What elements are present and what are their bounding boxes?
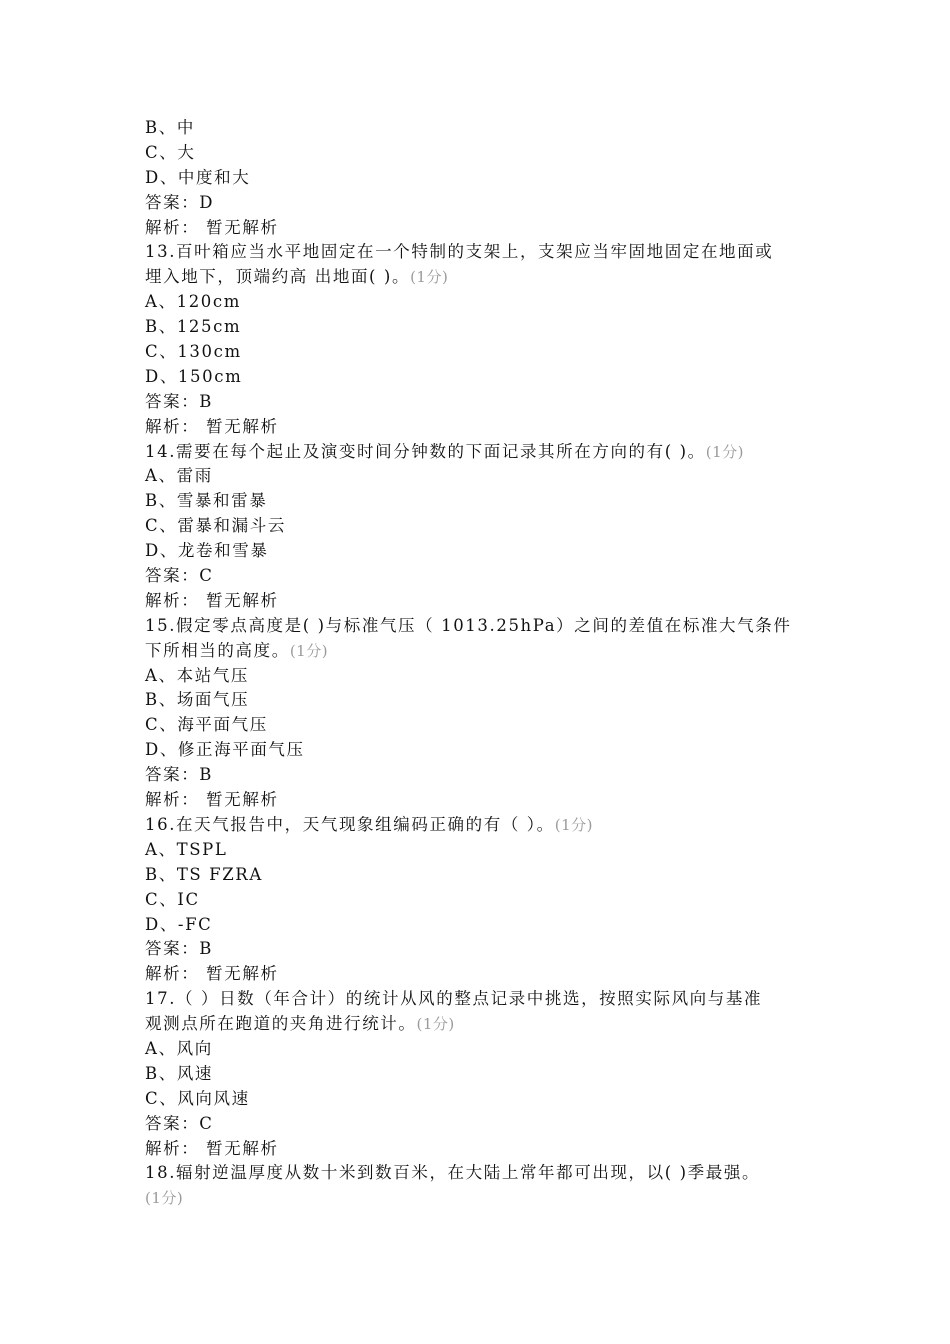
line-text: D、中度和大: [145, 167, 251, 187]
text-line: [145, 738, 810, 763]
text-line: [145, 664, 810, 689]
text-line: [145, 763, 810, 788]
text-line: [145, 1161, 810, 1186]
text-line: [145, 888, 810, 913]
text-line: [145, 116, 810, 141]
text-line: [145, 713, 810, 738]
line-text: 解析： 暂无解析: [145, 590, 279, 610]
text-line: [145, 838, 810, 863]
text-line: [145, 240, 810, 265]
text-line: [145, 141, 810, 166]
text-line: [145, 340, 810, 365]
line-text: C、IC: [145, 889, 200, 909]
text-line: [145, 639, 810, 664]
line-text: 答案：B: [145, 939, 214, 959]
line-text: D、150cm: [145, 366, 243, 386]
score-label: (1分): [554, 815, 593, 834]
line-text: A、雷雨: [145, 466, 213, 486]
text-line: [145, 962, 810, 987]
line-text: 15.假定零点高度是( )与标准气压（ 1013.25hPa）之间的差值在标准大气条件: [145, 615, 792, 635]
line-text: A、120cm: [145, 292, 241, 312]
line-text: 答案：D: [145, 192, 215, 212]
line-text: A、本站气压: [145, 665, 250, 685]
line-text: 答案：B: [145, 765, 214, 785]
text-line: [145, 390, 810, 415]
line-text: C、大: [145, 142, 196, 162]
text-line: [145, 1012, 810, 1037]
text-line: [145, 315, 810, 340]
text-line: [145, 589, 810, 614]
question-list: [145, 116, 810, 1211]
text-line: [145, 216, 810, 241]
text-line: [145, 290, 810, 315]
line-text: 埋入地下，顶端约高 出地面( )。: [145, 267, 411, 287]
text-line: [145, 191, 810, 216]
line-text: 解析： 暂无解析: [145, 416, 279, 436]
text-line: [145, 539, 810, 564]
text-line: [145, 489, 810, 514]
line-text: B、雪暴和雷暴: [145, 491, 268, 511]
text-line: [145, 265, 810, 290]
line-text: D、修正海平面气压: [145, 740, 305, 760]
line-text: B、中: [145, 118, 195, 137]
text-line: [145, 614, 810, 639]
score-label: (1分): [705, 442, 745, 461]
text-line: [145, 464, 810, 489]
line-text: D、-FC: [145, 914, 213, 934]
text-line: [145, 1087, 810, 1112]
line-text: A、TSPL: [145, 839, 228, 859]
text-line: [145, 1062, 810, 1087]
line-text: 答案：C: [145, 1113, 214, 1133]
line-text: B、风速: [145, 1063, 214, 1083]
text-line: [145, 1112, 810, 1137]
text-line: [145, 1137, 810, 1162]
line-text: 解析： 暂无解析: [145, 217, 279, 237]
line-text: 答案：C: [145, 566, 214, 586]
text-line: [145, 415, 810, 440]
line-text: 解析： 暂无解析: [145, 790, 279, 810]
text-line: [145, 813, 810, 838]
text-line: [145, 166, 810, 191]
line-text: 答案：B: [145, 391, 214, 411]
text-line: [145, 440, 810, 465]
line-text: A、风向: [145, 1038, 213, 1058]
line-text: C、风向风速: [145, 1088, 250, 1108]
text-line: [145, 937, 810, 962]
line-text: B、125cm: [145, 317, 242, 337]
text-line: [145, 365, 810, 390]
text-line: [145, 1186, 810, 1211]
line-text: C、130cm: [145, 342, 242, 362]
text-line: [145, 688, 810, 713]
text-line: [145, 564, 810, 589]
line-text: 13.百叶箱应当水平地固定在一个特制的支架上，支架应当牢固地固定在地面或: [145, 242, 774, 262]
line-text: 17.（ ）日数（年合计）的统计从风的整点记录中挑选，按照实际风向与基准: [145, 989, 763, 1009]
line-text: 解析： 暂无解析: [145, 1138, 279, 1158]
line-text: 观测点所在跑道的夹角进行统计。: [145, 1014, 417, 1034]
text-line: [145, 1037, 810, 1062]
line-text: B、场面气压: [145, 690, 250, 710]
line-text: 18.辐射逆温厚度从数十米到数百米，在大陆上常年都可出现，以( )季最强。: [145, 1163, 761, 1183]
score-label: (1分): [410, 268, 449, 287]
line-text: 16.在天气报告中，天气现象组编码正确的有（ ）。: [145, 814, 555, 834]
line-text: B、TS FZRA: [145, 864, 263, 884]
line-text: 解析： 暂无解析: [145, 964, 279, 984]
line-text: 下所相当的高度。: [145, 640, 290, 660]
score-label: (1分): [416, 1015, 455, 1034]
score-label: (1分): [145, 1189, 184, 1208]
line-text: D、龙卷和雪暴: [145, 541, 269, 561]
line-text: C、雷暴和漏斗云: [145, 516, 286, 536]
line-text: 14.需要在每个起止及演变时间分钟数的下面记录其所在方向的有( )。: [145, 441, 706, 461]
score-label: (1分): [289, 641, 329, 660]
text-line: [145, 863, 810, 888]
line-text: C、海平面气压: [145, 715, 268, 735]
text-line: [145, 987, 810, 1012]
text-line: [145, 913, 810, 938]
text-line: [145, 788, 810, 813]
text-line: [145, 514, 810, 539]
